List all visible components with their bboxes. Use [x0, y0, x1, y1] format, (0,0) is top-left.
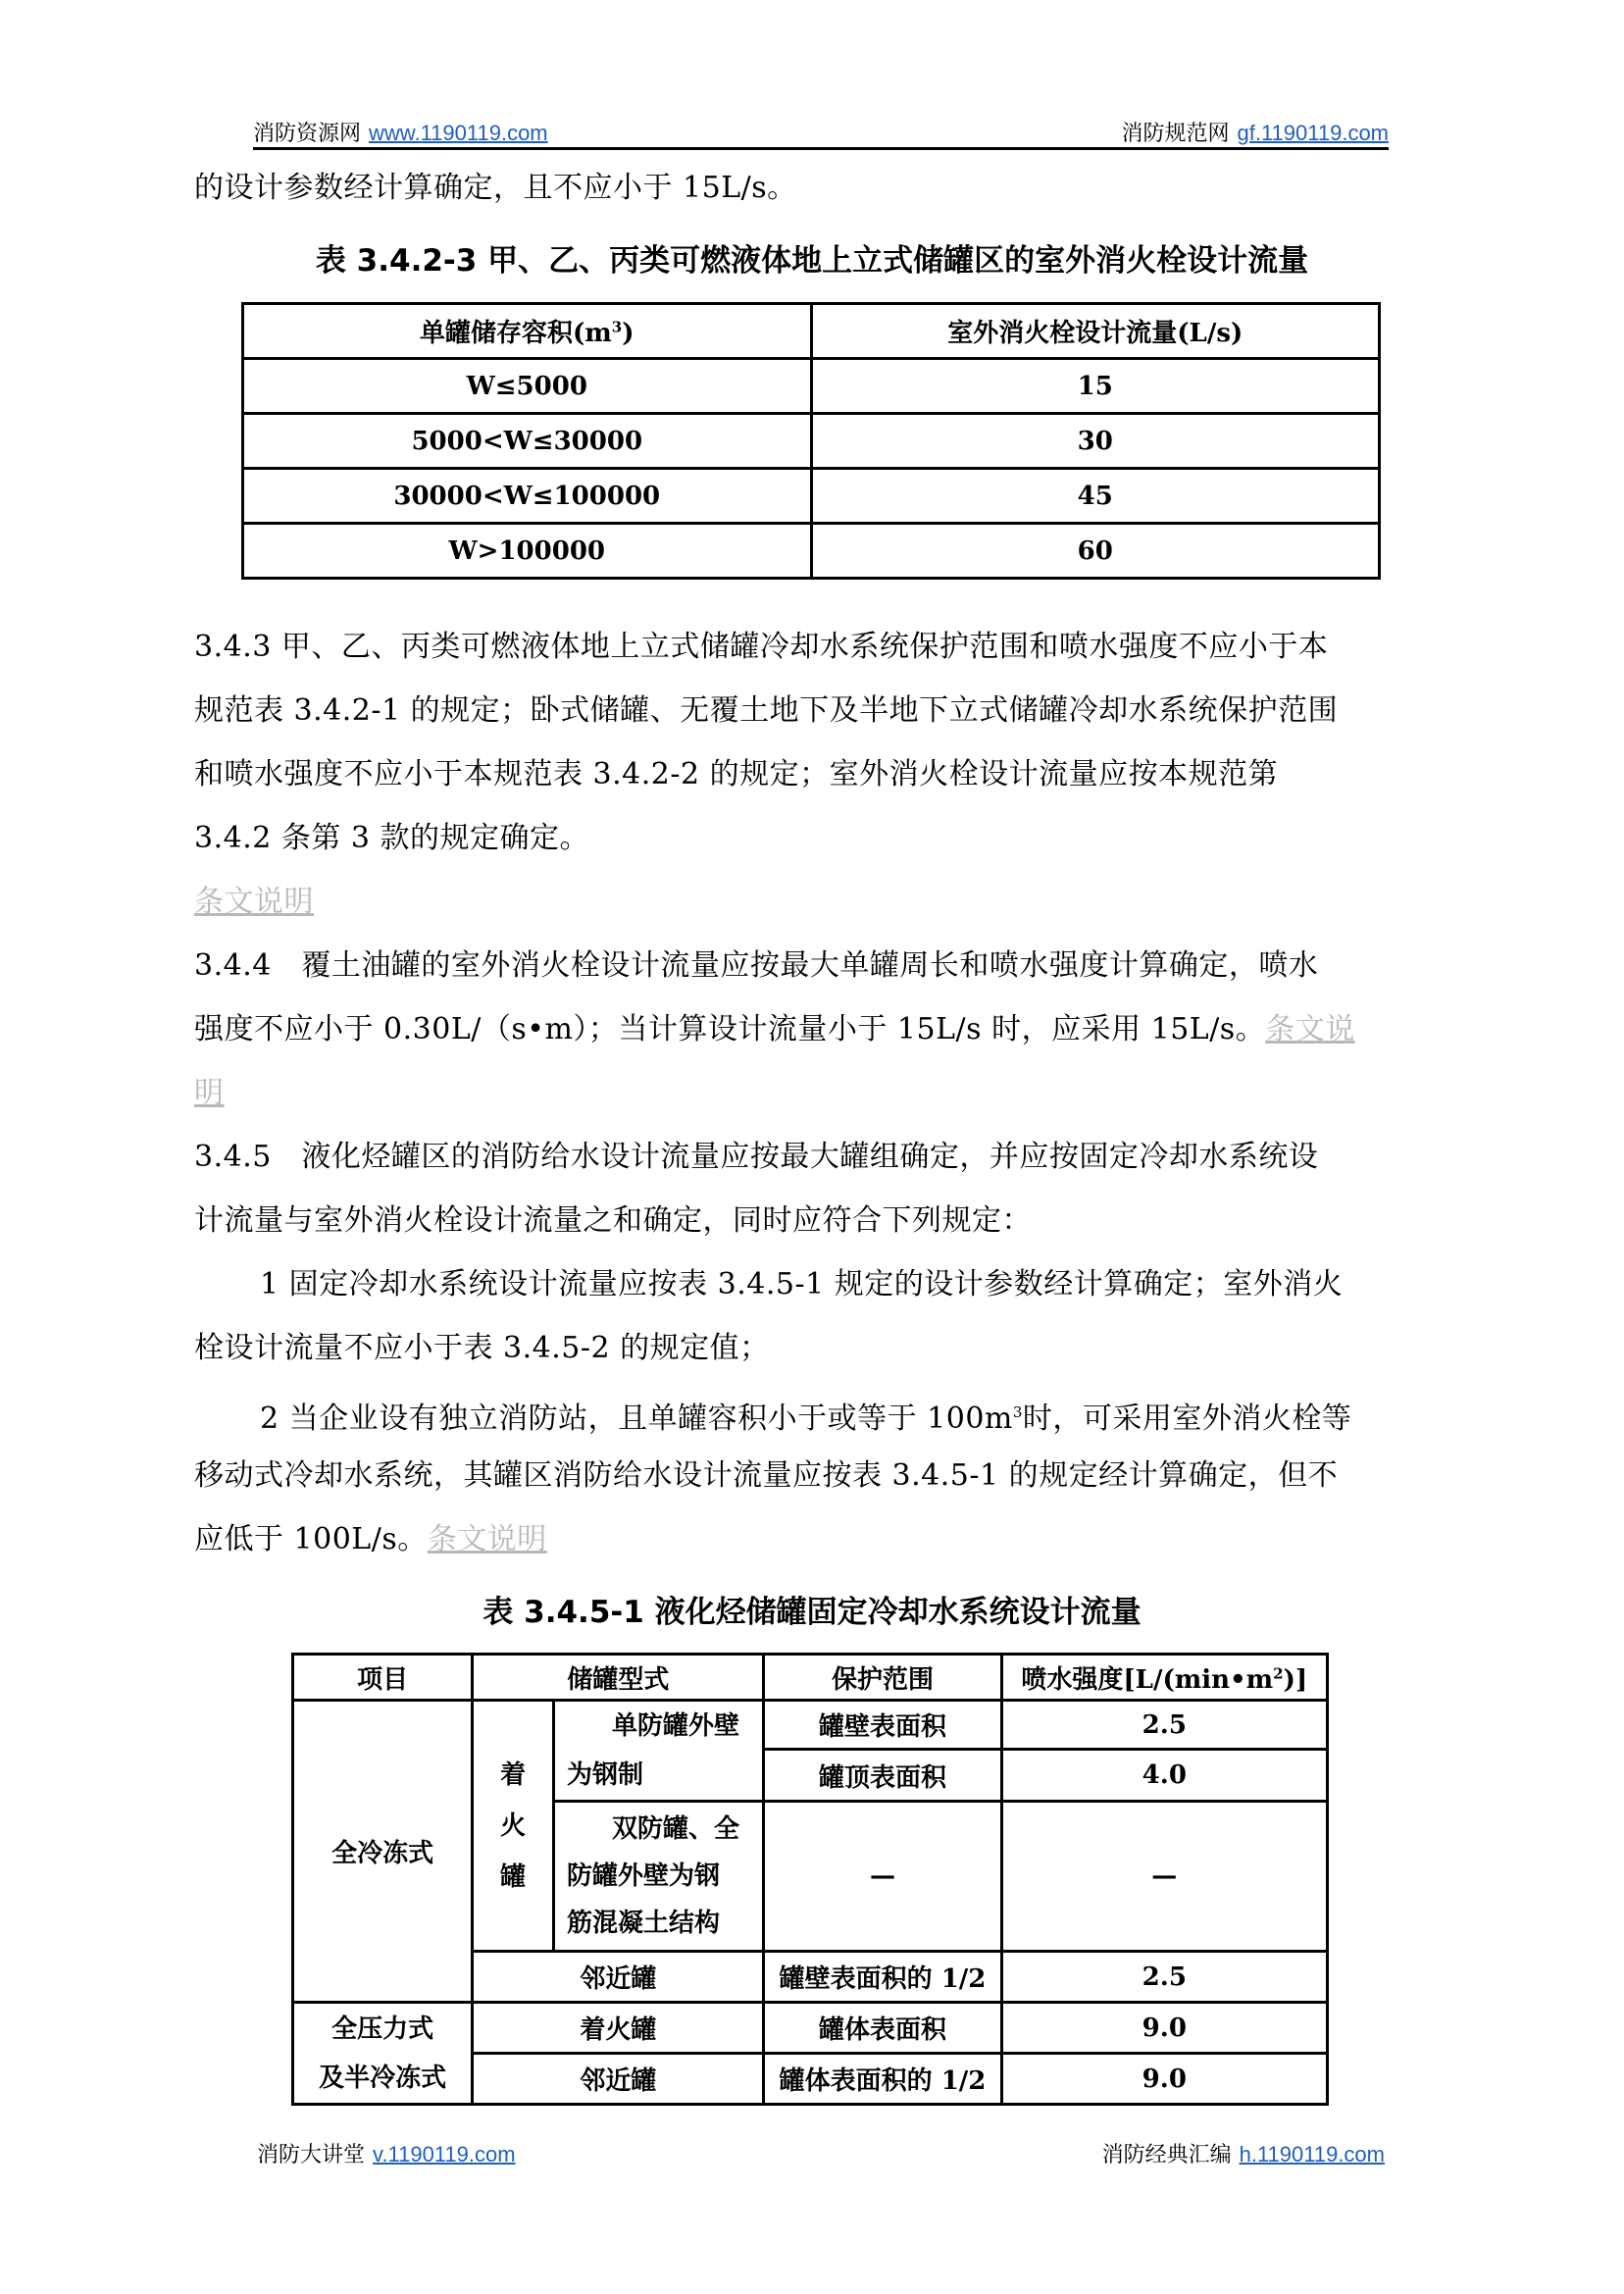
cell: 邻近罐 [473, 2054, 764, 2105]
header-cell: 项目 [293, 1655, 473, 1701]
explain-link[interactable]: 明 [194, 1076, 225, 1110]
text-line: 3.4.5 液化烃罐区的消防给水设计流量应按最大罐组确定，并应按固定冷却水系统设 [194, 1140, 1319, 1174]
type-cell: 双防罐、全 防罐外壁为钢 筋混凝土结构 [554, 1802, 764, 1952]
header-cell: 储罐型式 [473, 1655, 764, 1701]
explain-link[interactable]: 条文说明 [194, 885, 314, 919]
header-left [253, 117, 548, 147]
footer-left [257, 2138, 516, 2168]
cell: 罐体表面积 [764, 2003, 1001, 2054]
table-lpg-cooling-flow [291, 1653, 1329, 2106]
fire-tank-cell: 着 火 罐 [473, 1701, 554, 1952]
footer-left-link[interactable]: v.1190119.com [373, 2142, 516, 2167]
cell: 9.0 [1001, 2054, 1327, 2105]
footer-left-label: 消防大讲堂 [257, 2143, 366, 2167]
cell: 罐顶表面积 [764, 1750, 1001, 1802]
table-header-row [293, 1655, 1328, 1701]
table-row [293, 2003, 1328, 2054]
text-line: 3.4.4 覆土油罐的室外消火栓设计流量应按最大单罐周长和喷水强度计算确定，喷水 [194, 948, 1319, 983]
header-left-link[interactable]: www.1190119.com [369, 121, 548, 145]
header-right-link[interactable]: gf.1190119.com [1237, 121, 1389, 145]
text-line: 和喷水强度不应小于本规范表 3.4.2-2 的规定；室外消火栓设计流量应按本规范第 [194, 757, 1279, 791]
text-line: 3.4.3 甲、乙、丙类可燃液体地上立式储罐冷却水系统保护范围和喷水强度不应小于本 [194, 630, 1329, 664]
page-header [253, 118, 1389, 150]
cell: 9.0 [1001, 2003, 1327, 2054]
cell: 罐壁表面积的 1/2 [764, 1952, 1001, 2003]
text-line: 栓设计流量不应小于表 3.4.5-2 的规定值； [194, 1331, 770, 1365]
cell: — [1001, 1802, 1327, 1952]
footer-right-link[interactable]: h.1190119.com [1239, 2142, 1385, 2167]
cell: 30 [811, 414, 1380, 469]
table1-title: 表 3.4.2-3 甲、乙、丙类可燃液体地上立式储罐区的室外消火栓设计流量 [315, 243, 1309, 279]
cell: 60 [811, 524, 1380, 579]
table2-title: 表 3.4.5-1 液化烃储罐固定冷却水系统设计流量 [482, 1595, 1142, 1630]
table-outdoor-hydrant-flow [241, 302, 1381, 580]
cell: 45 [811, 469, 1380, 524]
text-line: 3.4.2 条第 3 款的规定确定。 [194, 821, 590, 855]
table-header-row [243, 304, 1380, 359]
cell: 2.5 [1001, 1701, 1327, 1750]
type-cell: 单防罐外壁 为钢制 [554, 1701, 764, 1802]
text-line: 强度不应小于 0.30L/（s•m）；当计算设计流量小于 15L/s 时，应采用 15L/s。条文说 [194, 1012, 1355, 1046]
table-row [243, 524, 1380, 579]
text-line: 移动式冷却水系统，其罐区消防给水设计流量应按表 3.4.5-1 的规定经计算确定，但不 [194, 1458, 1339, 1493]
text-line: 计流量与室外消火栓设计流量之和确定，同时应符合下列规定： [194, 1203, 1032, 1238]
header-cell: 喷水强度$[L/(\min•m^2)]$ [1001, 1655, 1327, 1701]
text-line: 的设计参数经计算确定，且不应小于 15L/s。 [194, 171, 797, 205]
explain-link[interactable]: 条文说明 [427, 1522, 547, 1556]
header-left-label: 消防资源网 [253, 122, 362, 146]
cell: W≤5000 [243, 359, 812, 414]
cell: 4.0 [1001, 1750, 1327, 1802]
cell: 着火罐 [473, 2003, 764, 2054]
cell: 罐体表面积的 1/2 [764, 2054, 1001, 2105]
explain-link[interactable]: 条文说 [1265, 1012, 1355, 1046]
header-right [1121, 117, 1389, 147]
cell: 5000<W≤30000 [243, 414, 812, 469]
table-row [243, 469, 1380, 524]
cell: — [764, 1802, 1001, 1952]
text-line: 应低于 100L/s。条文说明 [194, 1522, 547, 1556]
header-right-label: 消防规范网 [1121, 122, 1230, 146]
header-cell: 单罐储存容积$(m^3)$ [243, 304, 812, 359]
table-row [293, 1701, 1328, 1750]
group-cell: 全压力式 及半冷冻式 [293, 2003, 473, 2105]
cell: 罐壁表面积 [764, 1701, 1001, 1750]
table-row [243, 359, 1380, 414]
text-line: 规范表 3.4.2-1 的规定；卧式储罐、无覆土地下及半地下立式储罐冷却水系统保护范围 [194, 693, 1339, 728]
page-footer [257, 2138, 1385, 2167]
header-cell: 室外消火栓设计流量(L/s) [811, 304, 1380, 359]
cell: 邻近罐 [473, 1952, 764, 2003]
cell: 30000<W≤100000 [243, 469, 812, 524]
footer-right [1102, 2138, 1385, 2168]
cell: 2.5 [1001, 1952, 1327, 2003]
cell: W>100000 [243, 524, 812, 579]
cell: 15 [811, 359, 1380, 414]
text-line: 1 固定冷却水系统设计流量应按表 3.4.5-1 规定的设计参数经计算确定；室外消火 [260, 1267, 1344, 1301]
text-line: 2 当企业设有独立消防站，且单罐容积小于或等于 $100m^3$时，可采用室外消火栓等 [260, 1402, 1352, 1436]
group-cell: 全冷冻式 [293, 1701, 473, 2003]
footer-right-label: 消防经典汇编 [1101, 2143, 1232, 2167]
header-cell: 保护范围 [764, 1655, 1001, 1701]
table-row [243, 414, 1380, 469]
